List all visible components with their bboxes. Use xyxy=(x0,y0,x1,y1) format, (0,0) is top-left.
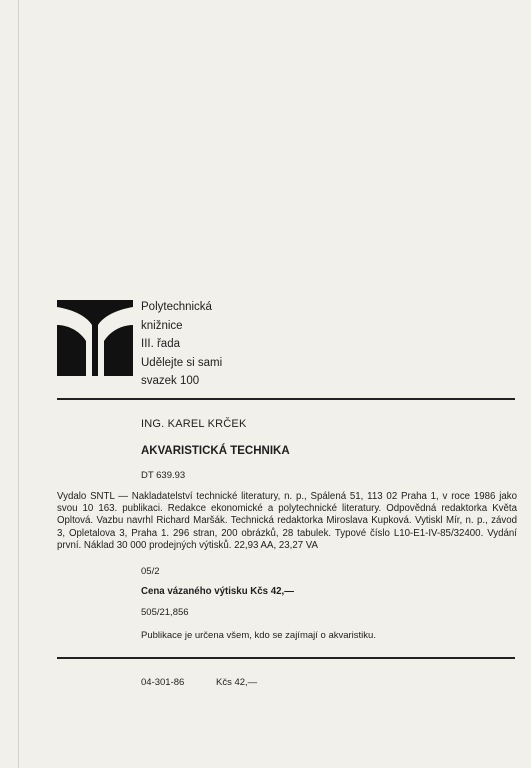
series-line: knižnice xyxy=(141,319,183,332)
series-line: Udělejte si sami xyxy=(141,356,223,369)
series-line: III. řada xyxy=(141,338,180,350)
imprint-text: Vydalo SNTL — Nakladatelství technické literatury, n. p., Spálená 51, 113 02 Praha 1, v roce 1986 jako svou 10 163. publikaci. Redakce ekonomické a polytechnické literatury. Odpovědná redaktorka Květa Opltová. Vazbu navrhl Richard Maršák. Technická redaktorka Miroslava Kupková. Vytiskl Mír, n. p., závod 3, Opletalova 3, Praha 1. 296 stran, 200 obrázků, 28 tabulek. Typové číslo L10-E1-IV-85/32400. Vydání první. Náklad 30 000 prodejných výtisků. 22,93 AA, 23,27 VA xyxy=(57,491,517,551)
book-title: AKVARISTICKÁ TECHNIKA xyxy=(141,445,290,457)
dt-code: DT 639.93 xyxy=(141,470,186,481)
footer-price: Kčs 42,— xyxy=(216,677,258,688)
top-rule xyxy=(57,398,515,400)
author: ING. KAREL KRČEK xyxy=(141,418,247,430)
audience-note: Publikace je určena všem, kdo se zajímají o akvaristiku. xyxy=(141,630,376,641)
bound-price: Cena vázaného výtisku Kčs 42,— xyxy=(141,586,294,597)
code-505: 505/21,856 xyxy=(141,607,189,618)
bottom-rule xyxy=(57,657,515,659)
series-block xyxy=(141,298,222,391)
publisher-logo-icon xyxy=(57,300,133,376)
series-line: Polytechnická xyxy=(141,301,212,313)
code-05: 05/2 xyxy=(141,566,160,577)
footer-number: 04-301-86 xyxy=(141,677,185,688)
page-edge xyxy=(18,0,19,768)
series-line: svazek 100 xyxy=(141,375,200,387)
